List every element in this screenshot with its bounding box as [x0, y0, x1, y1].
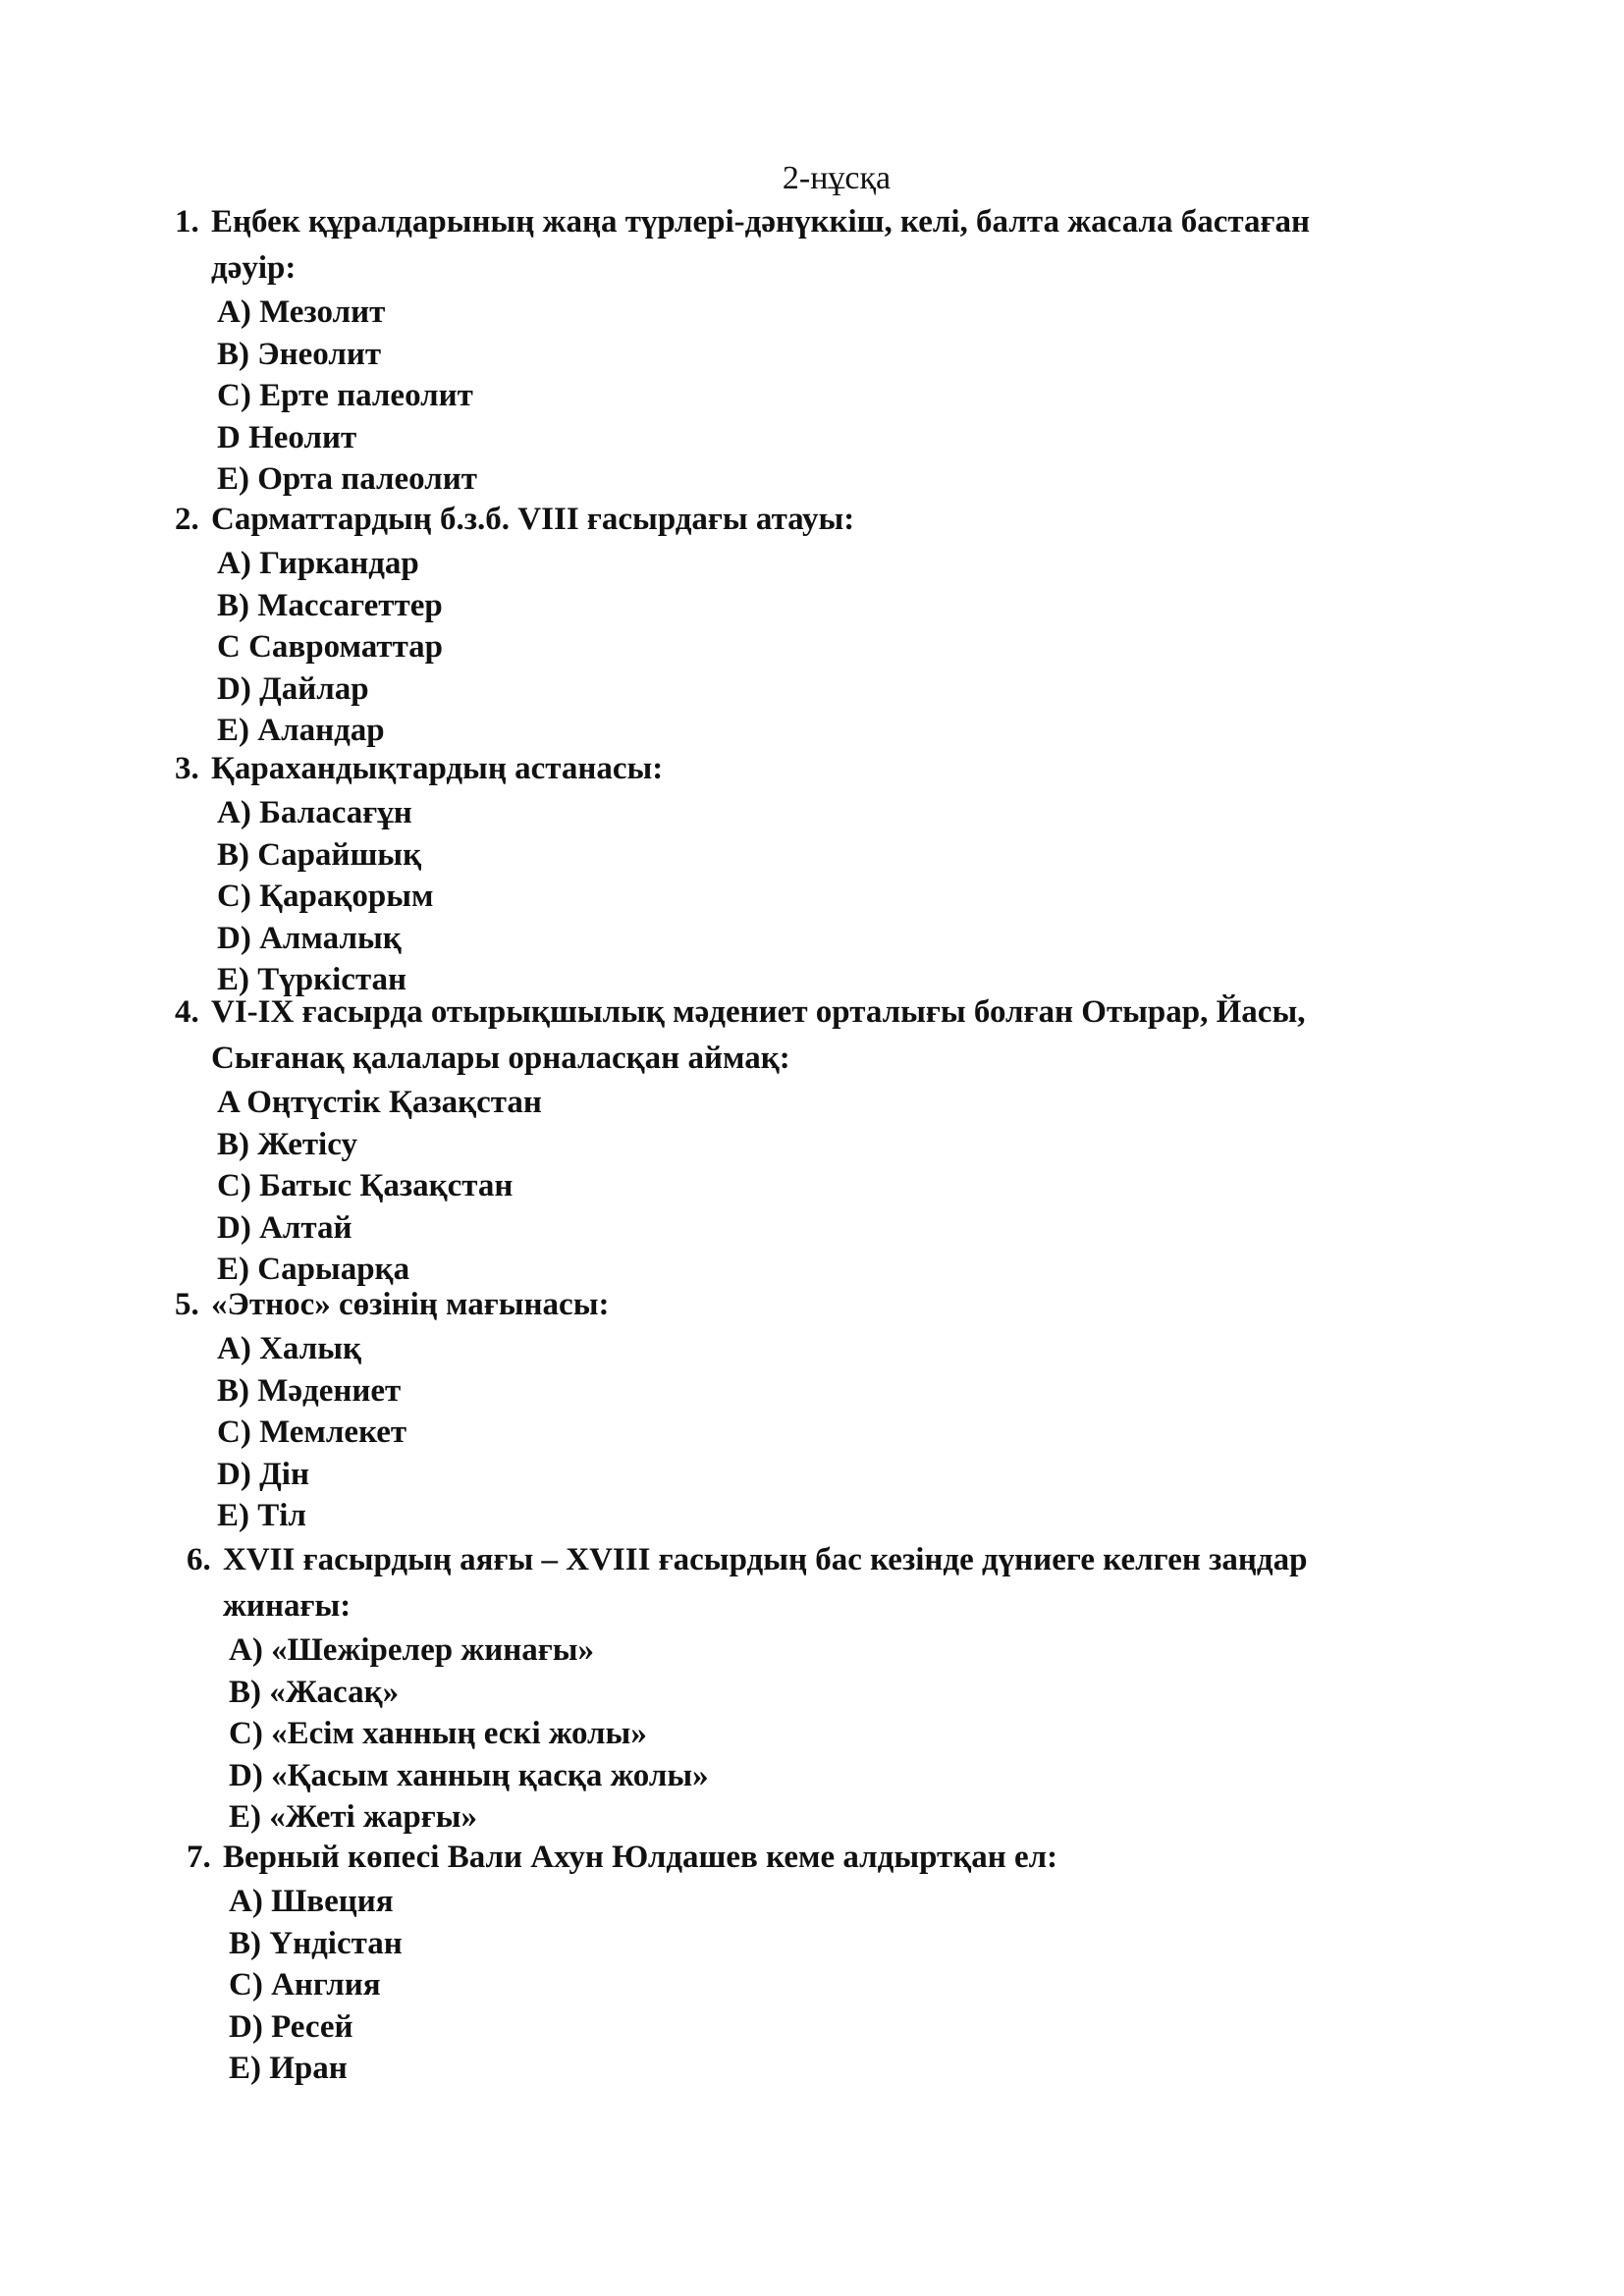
question-text-line: [187, 1835, 1414, 1881]
answer-option-b: B) Мәдениет: [217, 1372, 402, 1409]
answer-option-b: B) Жетісу: [217, 1126, 357, 1162]
question-4: [175, 989, 1402, 1291]
answer-option-d: D) Ресей: [229, 2008, 353, 2045]
answer-option-c: C) Ерте палеолит: [217, 378, 473, 413]
question-number: 4.: [175, 994, 199, 1030]
answer-option-e: E) Орта палеолит: [217, 461, 477, 497]
answer-option-d: D) Дайлар: [217, 670, 369, 707]
question-6: [187, 1537, 1414, 1839]
answer-option-d: D) Дін: [217, 1456, 309, 1492]
answer-options: [175, 1328, 1402, 1537]
answer-option-a: A Оңтүстік Қазақстан: [217, 1085, 542, 1120]
question-text: Сарматтардың б.з.б. VIII ғасырдағы атауы:: [211, 502, 855, 537]
question-number: 2.: [175, 502, 199, 537]
answer-option-d: D) Алмалық: [217, 920, 402, 956]
answer-option-e: E) Тіл: [217, 1498, 306, 1533]
question-text: XVII ғасырдың аяғы – XVIII ғасырдың бас кезінде дүниеге келген заңдар жинағы:: [223, 1542, 1308, 1624]
answer-option-a: A) Мезолит: [217, 294, 386, 330]
answer-option-c: C) Батыс Қазақстан: [217, 1168, 514, 1203]
question-text-line: [175, 199, 1402, 292]
answer-option-b: B) Сарайшық: [217, 836, 422, 873]
answer-option-b: B) Массагеттер: [217, 587, 443, 623]
question-text: Еңбек құралдарының жаңа түрлері-дәнүккіш, келі, балта жасала бастаған дәуір:: [211, 204, 1311, 286]
question-text-line: [175, 497, 1402, 543]
question-text: Қарахандықтардың астанасы:: [211, 751, 664, 786]
question-text-line: [187, 1537, 1414, 1629]
answer-option-c: C) «Есім ханның ескі жолы»: [229, 1716, 647, 1751]
question-number: 7.: [187, 1840, 211, 1875]
answer-option-a: A) Халық: [217, 1331, 361, 1366]
answer-option-e: E) Түркістан: [217, 962, 407, 997]
variant-title: 2-нұсқа: [782, 160, 892, 196]
answer-option-c: C) Мемлекет: [217, 1415, 407, 1450]
answer-option-c: C) Қарақорым: [217, 879, 434, 914]
answer-options: [175, 1082, 1402, 1291]
answer-option-e: E) Иран: [229, 2051, 348, 2086]
answer-options: [175, 292, 1402, 501]
answer-options: [175, 792, 1402, 1001]
question-2: [175, 497, 1402, 752]
answer-option-c: C Савроматтар: [217, 629, 444, 665]
question-1: [175, 199, 1402, 501]
answer-option-a: A) «Шежірелер жинағы»: [229, 1632, 595, 1668]
question-number: 1.: [175, 204, 199, 240]
question-text-line: [175, 746, 1402, 792]
answer-options: [175, 543, 1402, 752]
answer-option-e: E) «Жеті жарғы»: [229, 1799, 478, 1835]
answer-option-d: D) «Қасым ханның қасқа жолы»: [229, 1757, 709, 1793]
question-text: VI-IX ғасырда отырықшылық мәдениет орталығы болған Отырар, Йасы, Сығанақ қалалары орналасқан аймақ:: [211, 994, 1306, 1076]
question-text-line: [175, 1282, 1402, 1328]
answer-option-e: E) Аландар: [217, 713, 385, 748]
answer-option-d: D Неолит: [217, 419, 357, 455]
answer-option-e: E) Сарыарқа: [217, 1252, 410, 1287]
answer-option-a: A) Баласағұн: [217, 795, 412, 830]
answer-option-c: C) Англия: [229, 1967, 381, 2002]
question-number: 5.: [175, 1287, 199, 1322]
question-5: [175, 1282, 1402, 1537]
question-number: 6.: [187, 1542, 211, 1577]
answer-option-b: B) «Жасақ»: [229, 1674, 400, 1710]
question-number: 3.: [175, 751, 199, 786]
question-7: [187, 1835, 1414, 2090]
answer-option-a: A) Гиркандар: [217, 546, 419, 581]
answer-option-d: D) Алтай: [217, 1209, 352, 1246]
answer-option-a: A) Швеция: [229, 1884, 394, 1919]
question-text: Верный көпесі Вали Ахун Юлдашев кеме алдыртқан ел:: [223, 1840, 1058, 1875]
answer-options: [187, 1629, 1414, 1839]
question-text: «Этнос» сөзінің мағынасы:: [211, 1287, 610, 1322]
question-text-line: [175, 989, 1402, 1082]
answer-option-b: B) Үндістан: [229, 1925, 403, 1961]
question-3: [175, 746, 1402, 1001]
answer-option-b: B) Энеолит: [217, 336, 382, 372]
answer-options: [187, 1881, 1414, 2090]
